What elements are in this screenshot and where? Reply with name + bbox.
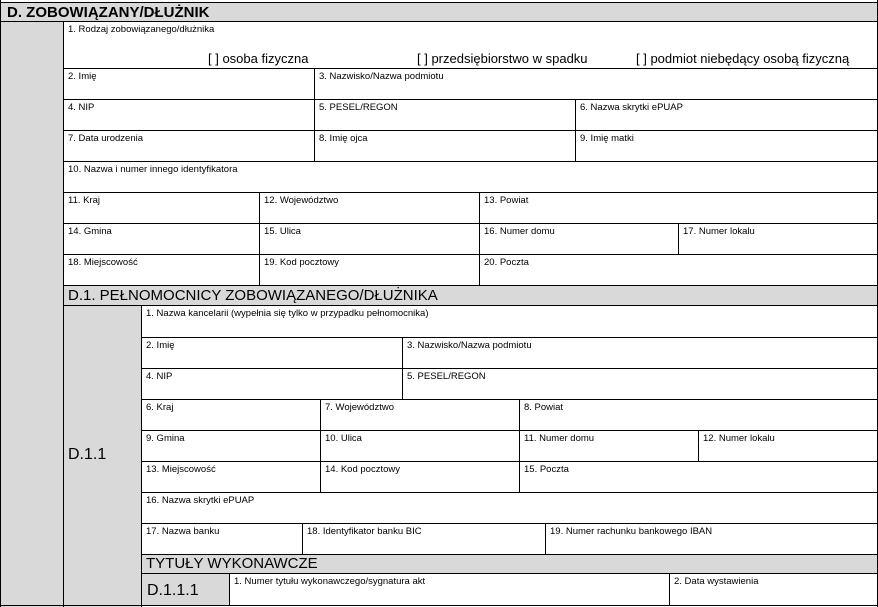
d1-field-12-label: 12. Numer lokalu: [703, 433, 775, 444]
d-field-10[interactable]: [64, 162, 877, 193]
d1-field-12[interactable]: [699, 431, 877, 462]
d-field-3[interactable]: [315, 69, 877, 100]
d1-field-17-label: 17. Nazwa banku: [146, 526, 220, 537]
d-field-12[interactable]: [260, 193, 480, 224]
d1-field-6[interactable]: [142, 400, 321, 431]
d-field-13-label: 13. Powiat: [484, 195, 529, 206]
option-osoba-fizyczna[interactable]: [ ] osoba fizyczna: [208, 51, 309, 66]
d1-field-15[interactable]: [520, 462, 877, 493]
tytuly-field-1-label: 1. Numer tytułu wykonawczego/sygnatura akt: [234, 576, 426, 587]
d1-field-19-label: 19. Numer rachunku bankowego IBAN: [550, 526, 713, 537]
tytuly-title: TYTUŁY WYKONAWCZE: [146, 555, 318, 572]
d-field-6-label: 6. Nazwa skrytki ePUAP: [580, 102, 683, 113]
d1-field-1[interactable]: [142, 306, 877, 338]
d1-field-7[interactable]: [321, 400, 520, 431]
d1-field-11-label: 11. Numer domu: [524, 433, 595, 444]
d1-field-16[interactable]: [142, 493, 877, 524]
d-field-8[interactable]: [315, 131, 576, 162]
d-field-15-label: 15. Ulica: [264, 226, 301, 237]
d-field-4[interactable]: [64, 100, 315, 131]
d-field-18[interactable]: [64, 255, 260, 286]
d1-field-17[interactable]: [142, 524, 303, 555]
tytuly-header: [142, 555, 877, 574]
d-field-20-label: 20. Poczta: [484, 257, 529, 268]
d-field-20[interactable]: [480, 255, 877, 286]
d-field-17-label: 17. Numer lokalu: [683, 226, 755, 237]
d1-field-18-label: 18. Identyfikator banku BIC: [307, 526, 422, 537]
d1-field-15-label: 15. Poczta: [524, 464, 569, 475]
d-field-7[interactable]: [64, 131, 315, 162]
option-przedsiebiorstwo-w-spadku[interactable]: [ ] przedsiębiorstwo w spadku: [417, 51, 588, 66]
section-d1-header: [64, 286, 877, 306]
d1-field-5[interactable]: [403, 369, 877, 400]
d-field-15[interactable]: [260, 224, 480, 255]
d-field-14-label: 14. Gmina: [68, 226, 112, 237]
d-field-17[interactable]: [679, 224, 877, 255]
d1-field-16-label: 16. Nazwa skrytki ePUAP: [146, 495, 255, 506]
d1-field-6-label: 6. Kraj: [146, 402, 174, 413]
d-field-9-label: 9. Imię matki: [580, 133, 634, 144]
d1-field-8[interactable]: [520, 400, 877, 431]
d-field-19[interactable]: [260, 255, 480, 286]
d-field-2-label: 2. Imię: [68, 71, 97, 82]
tytuly-field-2[interactable]: [670, 574, 877, 606]
d-field-2[interactable]: [64, 69, 315, 100]
d1-field-9[interactable]: [142, 431, 321, 462]
d-field-14[interactable]: [64, 224, 260, 255]
d1-field-9-label: 9. Gmina: [146, 433, 185, 444]
d-field-10-label: 10. Nazwa i numer innego identyfikatora: [68, 164, 238, 175]
d1-field-14-label: 14. Kod pocztowy: [325, 464, 400, 475]
d-field-5[interactable]: [315, 100, 576, 131]
d1-field-8-label: 8. Powiat: [524, 402, 564, 413]
d-field-9[interactable]: [576, 131, 877, 162]
d1-field-3-label: 3. Nazwisko/Nazwa podmiotu: [407, 340, 532, 351]
d1-field-13-label: 13. Miejscowość: [146, 464, 216, 475]
tytuly-field-2-label: 2. Data wystawienia: [674, 576, 759, 587]
option-podmiot-niebedacy-osoba-fizyczna[interactable]: [ ] podmiot niebędący osobą fizyczną: [636, 51, 850, 66]
d1-field-5-label: 5. PESEL/REGON: [407, 371, 486, 382]
section-d11-label: D.1.1: [68, 446, 107, 463]
d1-field-10-label: 10. Ulica: [325, 433, 362, 444]
d-field-8-label: 8. Imię ojca: [319, 133, 368, 144]
d1-field-18[interactable]: [303, 524, 546, 555]
section-d1-title: D.1. PEŁNOMOCNICY ZOBOWIĄZANEGO/DŁUŻNIKA: [68, 287, 438, 304]
d-field-1-label: 1. Rodzaj zobowiązanego/dłużnika: [68, 24, 215, 35]
d1-field-4-label: 4. NIP: [146, 371, 173, 382]
d-field-6[interactable]: [576, 100, 877, 131]
section-d111-label: D.1.1.1: [147, 582, 199, 599]
d1-field-14[interactable]: [321, 462, 520, 493]
section-d-header: [1, 2, 877, 22]
d-field-7-label: 7. Data urodzenia: [68, 133, 143, 144]
d1-field-19[interactable]: [546, 524, 877, 555]
d-field-11-label: 11. Kraj: [68, 195, 101, 206]
d-field-11[interactable]: [64, 193, 260, 224]
section-d-gutter: [1, 22, 63, 607]
d-field-3-label: 3. Nazwisko/Nazwa podmiotu: [319, 71, 444, 82]
d1-field-1-label: 1. Nazwa kancelarii (wypełnia się tylko w przypadku pełnomocnika): [146, 308, 429, 319]
d-field-18-label: 18. Miejscowość: [68, 257, 138, 268]
d1-field-10[interactable]: [321, 431, 520, 462]
d-field-19-label: 19. Kod pocztowy: [264, 257, 339, 268]
tytuly-field-1[interactable]: [230, 574, 670, 606]
d-field-5-label: 5. PESEL/REGON: [319, 102, 398, 113]
section-d-title: D. ZOBOWIĄZANY/DŁUŻNIK: [7, 4, 210, 21]
d1-field-2[interactable]: [142, 338, 403, 369]
d1-field-7-label: 7. Województwo: [325, 402, 394, 413]
d-field-13[interactable]: [480, 193, 877, 224]
d-field-16-label: 16. Numer domu: [484, 226, 555, 237]
d-field-16[interactable]: [480, 224, 679, 255]
d1-field-4[interactable]: [142, 369, 403, 400]
d1-field-3[interactable]: [403, 338, 877, 369]
d1-field-13[interactable]: [142, 462, 321, 493]
d-field-4-label: 4. NIP: [68, 102, 95, 113]
d1-field-11[interactable]: [520, 431, 699, 462]
d-field-12-label: 12. Województwo: [264, 195, 339, 206]
d1-field-2-label: 2. Imię: [146, 340, 175, 351]
